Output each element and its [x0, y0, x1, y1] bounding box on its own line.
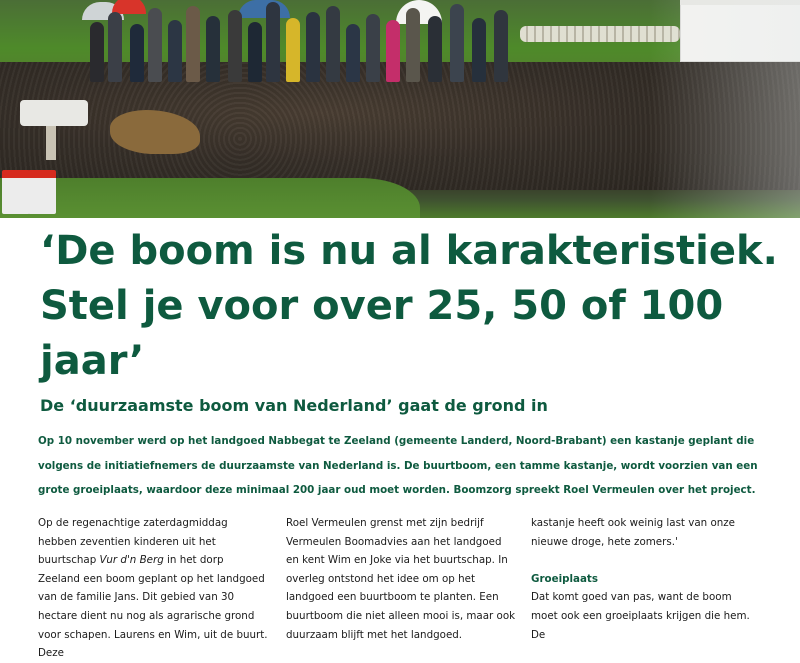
photo-bucket	[28, 170, 56, 214]
body-column-1	[38, 514, 268, 663]
body-column-2	[286, 514, 516, 644]
body-column-3	[531, 514, 761, 644]
photo-white-stand	[20, 100, 88, 126]
body-paragraph: Dat komt goed van pas, want de boom moet ook een groeiplaats krijgen die hem. De	[531, 591, 750, 641]
body-paragraph	[38, 514, 268, 663]
photo-crowd	[82, 0, 518, 82]
article-title: ‘De boom is nu al karakteristiek. Stel je voor over 25, 50 of 100 jaar’	[40, 228, 778, 384]
hero-photo	[0, 0, 800, 218]
article-subtitle: De ‘duurzaamste boom van Nederland’ gaat de grond in	[40, 396, 548, 415]
photo-grass-foreground	[0, 178, 420, 218]
body-paragraph: kastanje heeft ook weinig last van onze nieuwe droge, hete zomers.'	[531, 517, 736, 548]
body-text-italic: Vur d'n Berg	[99, 554, 164, 567]
article-intro: Op 10 november werd op het landgoed Nabbegat te Zeeland (gemeente Landerd, Noord-Brabant) een kastanje geplant die volgens de initiatiefnemers de duurzaamste van Nederland is. De buurtboom, een tamme kastanje, wordt voorzien van een grote groeiplaats, waardoor deze minimaal 200 jaar oud moet worden. Boomzorg spreekt Roel Vermeulen over het project.	[38, 435, 758, 496]
photo-bucket	[2, 170, 30, 214]
body-text: Op de regenachtige zaterdagmiddag hebben zeventien kinderen uit het buurtschap	[38, 517, 228, 567]
body-text: in het dorp Zeeland een boom geplant op het landgoed van de familie Jans. Dit gebied van 30 hectare dient nu nog als agrarische grond voor schapen. Laurens en Wim, uit de buurt. Deze	[38, 554, 268, 660]
body-paragraph: Roel Vermeulen grenst met zijn bedrijf Vermeulen Boomadvies aan het landgoed en kent Wim en Joke via het buurtschap. In overleg ontstond het idee om op het landgoed een buurtboom te planten. Een buurtboom die niet alleen mooi is, maar ook duurzaam blijft met het landgoed.	[286, 517, 516, 641]
section-heading: Groeiplaats	[531, 572, 598, 585]
photo-mist	[650, 0, 800, 218]
